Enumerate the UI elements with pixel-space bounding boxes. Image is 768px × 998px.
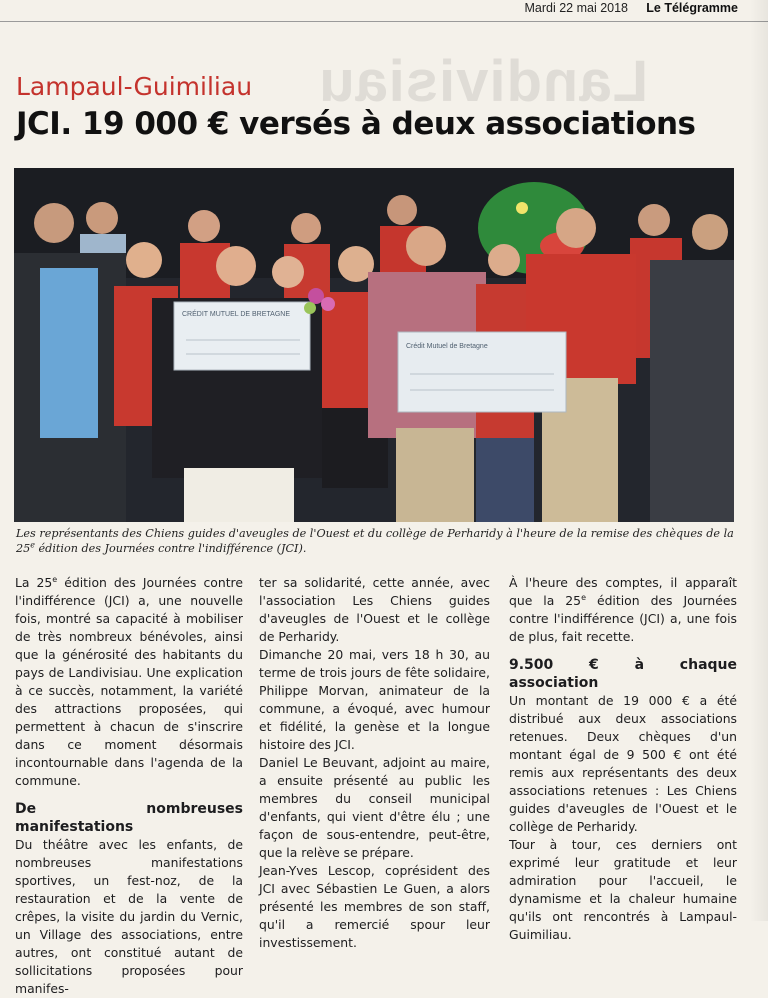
- paragraph: Dimanche 20 mai, vers 18 h 30, au terme de trois jours de fête solidaire, Philippe Morvan, animateur de la commune, a évoqué, avec humour et fidélité, la genèse et la longue histoire des JCI.: [259, 647, 490, 752]
- paragraph: Jean-Yves Lescop, coprésident des JCI avec Sébastien Le Guen, a alors présenté les membres de son staff, qu'il a remercié spour leur investissement.: [259, 863, 490, 950]
- paragraph: Un montant de 19 000 € a été distribué aux deux associations retenues. Deux chèques d'un montant égal de 9 500 € ont été remis aux représentants des deux associations retenues : Les Chiens guides d'aveugles de l'Ouest et le collège de Perharidy.: [509, 693, 737, 834]
- page-fold-shadow: [750, 0, 768, 921]
- cheque-left: [174, 302, 310, 370]
- paragraph: Tour à tour, ces derniers ont exprimé leur gratitude et leur admiration pour l'accueil, le dynamisme et la chaleur humaine qu'ils ont rencontrés à Lampaul-Guimiliau.: [509, 837, 737, 942]
- paragraph: Daniel Le Beuvant, adjoint au maire, a ensuite présenté au public les membres du conseil municipal d'enfants, qui vient d'être élu ; une façon de sous-entendre, peut-être, que la relève se prépare.: [259, 755, 490, 860]
- article-column-1: [15, 574, 243, 998]
- article-location: Lampaul-Guimiliau: [16, 72, 253, 101]
- cheque-right: [398, 332, 566, 412]
- group-photo-illustration: [14, 168, 734, 522]
- subheading: 9.500 € à chaque association: [509, 657, 737, 691]
- masthead: [0, 0, 768, 22]
- article-headline: JCI. 19 000 € versés à deux associations: [16, 106, 696, 142]
- paragraph: Du théâtre avec les enfants, de nombreuses manifestations sportives, un fest-noz, de la restauration et de la vente de crêpes, la visite du jardin du Vernic, un Village des associations, entre autres, ont constitué autant de sollicitations proposées pour manifes-: [15, 837, 243, 996]
- article-photo: [14, 168, 734, 522]
- cheque-left-label: CRÉDIT MUTUEL DE BRETAGNE: [182, 311, 290, 318]
- article-column-2: [259, 574, 490, 952]
- article-column-3: [509, 574, 737, 944]
- paragraph: La 25e édition des Journées contre l'indifférence (JCI) a, une nouvelle fois, montré sa capacité à mobiliser de très nombreux bénévoles, ainsi que la générosité des habitants du pays de Landivisiau. Une explication à ce succès, notamment, la variété des attractions proposées, qui permettent à chacun de s'inscrire dans ce moment désormais incontournable dans l'agenda de la commune.: [15, 574, 244, 788]
- bleed-through-heading: Landivisiau: [318, 49, 649, 114]
- cheque-right-label: Crédit Mutuel de Bretagne: [406, 343, 488, 350]
- photo-caption: Les représentants des Chiens guides d'aveugles de l'Ouest et du collège de Perharidy à l'heure de la remise des chèques de la 25e édition des Journées contre l'indifférence (JCI).: [16, 527, 734, 555]
- paragraph: À l'heure des comptes, il apparaît que la 25e édition des Journées contre l'indifférence (JCI) a, une fois de plus, fait recette.: [509, 575, 737, 644]
- subheading: De nombreuses manifestations: [15, 801, 243, 835]
- paragraph: ter sa solidarité, cette année, avec l'association Les Chiens guides d'aveugles de l'Ouest et le collège de Perharidy.: [259, 575, 490, 644]
- issue-date: Mardi 22 mai 2018: [524, 1, 628, 15]
- newspaper-name: Le Télégramme: [646, 1, 738, 15]
